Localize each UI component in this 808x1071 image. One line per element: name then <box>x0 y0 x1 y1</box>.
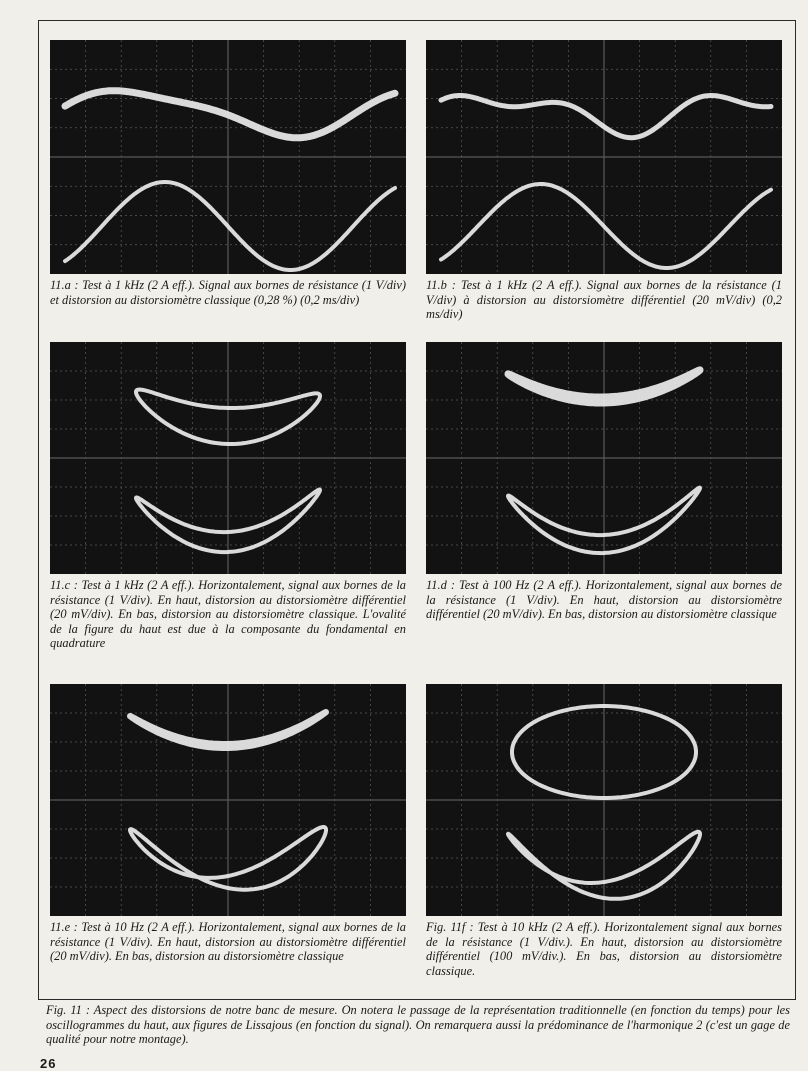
figure-main-caption: Fig. 11 : Aspect des distorsions de notre banc de mesure. On notera le passage de la représentation traditionnelle (en fonction du temps) pour les oscillogrammes du haut, aux figures de Lissajous (en fonction du signal). On remarquera aussi la prédominance de l'harmonique 2 (c'est un gage de qualité pour notre montage). <box>46 1003 790 1047</box>
trace-signal-11b <box>441 184 771 268</box>
caption-11d: 11.d : Test à 100 Hz (2 A eff.). Horizontalement, signal aux bornes de la résistance (1 V/div). En haut, distorsion au distorsiomètre différentiel (20 mV/div). En bas, distorsion au distorsiomètre classique <box>426 578 782 622</box>
scope-grid <box>50 342 406 574</box>
scope-grid <box>50 684 406 916</box>
caption-11f: Fig. 11f : Test à 10 kHz (2 A eff.). Horizontalement signal aux bornes de la résistance (1 V/div.). En haut, distorsion au distorsiomètre différentiel (100 mV/div.). En bas, distorsion au distorsiomètre classique. <box>426 920 782 978</box>
oscillogram-11d <box>426 342 782 574</box>
caption-11e: 11.e : Test à 10 Hz (2 A eff.). Horizontalement, signal aux bornes de la résistance (1 V/div). En haut, distorsion au distorsiomètre différentiel (20 mV/div). En bas, distorsion au distorsiomètre classique <box>50 920 406 964</box>
scope-grid <box>426 40 782 274</box>
oscillogram-11c <box>50 342 406 574</box>
scope-grid <box>426 342 782 574</box>
caption-11a: 11.a : Test à 1 kHz (2 A eff.). Signal aux bornes de résistance (1 V/div) et distorsion au distorsiomètre classique (0,28 %) (0,2 ms/div) <box>50 278 406 307</box>
oscillogram-11f <box>426 684 782 916</box>
page-number: 26 <box>40 1056 57 1071</box>
caption-11c: 11.c : Test à 1 kHz (2 A eff.). Horizontalement, signal aux bornes de la résistance (1 V/div). En haut, distorsion au distorsiomètre différentiel (20 mV/div). En bas, distorsion au distorsiomètre classique. L'ovalité de la figure du haut est due à la composante du fondamental en quadrature <box>50 578 406 651</box>
trace-signal-11a <box>65 182 395 270</box>
trace-distortion-11a <box>65 91 395 138</box>
oscillogram-11b <box>426 40 782 274</box>
oscillogram-11a <box>50 40 406 274</box>
oscillogram-11e <box>50 684 406 916</box>
trace-distortion-11b <box>441 96 771 138</box>
caption-11b: 11.b : Test à 1 kHz (2 A eff.). Signal aux bornes de la résistance (1 V/div) à distorsion au distorsiomètre différentiel (20 mV/div) (0,2 ms/div) <box>426 278 782 322</box>
scope-grid <box>50 40 406 274</box>
